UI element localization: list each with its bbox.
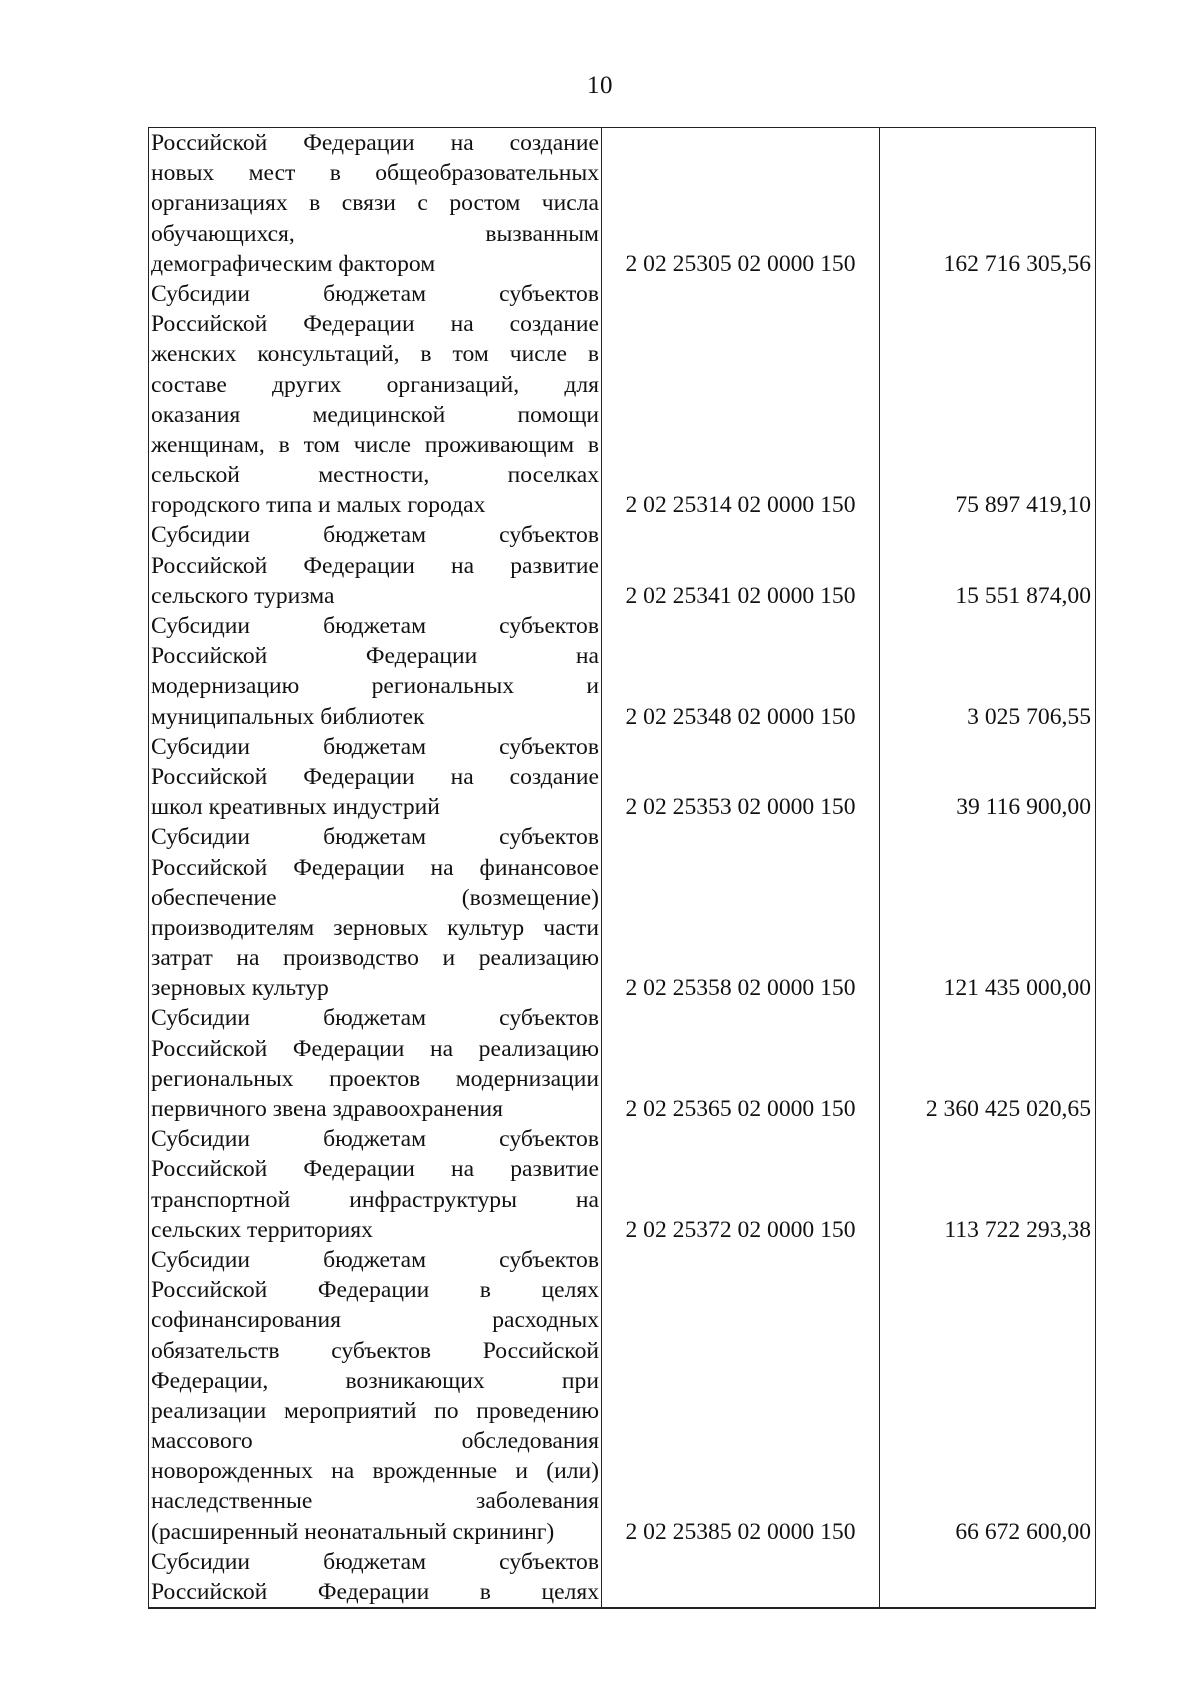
table-body xyxy=(149,128,1096,1609)
description-line: Субсидии бюджетам субъектов xyxy=(151,733,599,760)
description-line: Российской Федерации в целях xyxy=(151,1579,599,1605)
row-description xyxy=(149,1245,602,1547)
budget-classification-code: 2 02 25353 02 0000 150 xyxy=(602,732,880,823)
description-line: транспортной инфраструктуры на xyxy=(151,1186,599,1213)
description-line: региональных проектов модернизации xyxy=(151,1065,599,1092)
description-line: Субсидии бюджетам субъектов xyxy=(151,1548,599,1575)
budget-classification-code: 2 02 25314 02 0000 150 xyxy=(602,279,880,521)
description-line: обучающихся, вызванным xyxy=(151,220,599,247)
description-line: женских консультаций, в том числе в xyxy=(151,341,599,368)
description-line: Российской Федерации на финансовое xyxy=(151,854,599,881)
row-description xyxy=(149,1124,602,1245)
table-row xyxy=(149,611,1096,732)
description-line: Субсидии бюджетам субъектов xyxy=(151,613,599,639)
page-number: 10 xyxy=(587,72,613,99)
budget-classification-code: 2 02 25358 02 0000 150 xyxy=(602,822,880,1003)
description-line: софинансирования расходных xyxy=(151,1307,599,1334)
budget-classification-code xyxy=(602,1547,880,1608)
description-line: женщинам, в том числе проживающим в xyxy=(151,431,599,458)
row-description xyxy=(149,732,602,823)
amount-rubles xyxy=(880,1547,1096,1608)
description-line: Субсидии бюджетам субъектов xyxy=(151,1126,599,1153)
description-line: Субсидии бюджетам субъектов xyxy=(151,280,599,307)
description-line: сельского туризма xyxy=(151,582,335,609)
row-description xyxy=(149,822,602,1003)
table-row xyxy=(149,128,1096,279)
budget-classification-code: 2 02 25305 02 0000 150 xyxy=(602,128,880,279)
budget-classification-code: 2 02 25365 02 0000 150 xyxy=(602,1003,880,1124)
description-line: муниципальных библиотек xyxy=(151,703,425,730)
amount-rubles: 39 116 900,00 xyxy=(880,732,1096,823)
description-line: демографическим фактором xyxy=(151,250,436,277)
description-line: организациях в связи с ростом числа xyxy=(151,190,599,217)
budget-classification-code: 2 02 25385 02 0000 150 xyxy=(602,1245,880,1547)
amount-rubles: 15 551 874,00 xyxy=(880,520,1096,611)
amount-rubles: 66 672 600,00 xyxy=(880,1245,1096,1547)
row-description xyxy=(149,611,602,732)
budget-classification-code: 2 02 25341 02 0000 150 xyxy=(602,520,880,611)
description-line: массового обследования xyxy=(151,1428,599,1455)
amount-rubles: 121 435 000,00 xyxy=(880,822,1096,1003)
amount-rubles: 2 360 425 020,65 xyxy=(880,1003,1096,1124)
row-description xyxy=(149,520,602,611)
description-line: сельской местности, поселках xyxy=(151,462,599,489)
description-line: Российской Федерации на создание xyxy=(151,763,599,790)
description-line: наследственные заболевания xyxy=(151,1488,599,1515)
description-line: Российской Федерации на создание xyxy=(151,130,599,156)
description-line: Российской Федерации на xyxy=(151,643,599,670)
description-line: зерновых культур xyxy=(151,975,329,1002)
table-row xyxy=(149,1124,1096,1245)
description-line: новорожденных на врожденные и (или) xyxy=(151,1458,599,1485)
budget-classification-code: 2 02 25348 02 0000 150 xyxy=(602,611,880,732)
description-line: Федерации, возникающих при xyxy=(151,1367,599,1394)
table-row xyxy=(149,1003,1096,1124)
description-line: обязательств субъектов Российской xyxy=(151,1337,599,1364)
description-line: Субсидии бюджетам субъектов xyxy=(151,824,599,851)
description-line: реализации мероприятий по проведению xyxy=(151,1397,599,1424)
description-line: (расширенный неонатальный скрининг) xyxy=(151,1518,555,1545)
amount-rubles: 113 722 293,38 xyxy=(880,1124,1096,1245)
table-row xyxy=(149,1245,1096,1547)
description-line: Российской Федерации на создание xyxy=(151,311,599,338)
budget-classification-code: 2 02 25372 02 0000 150 xyxy=(602,1124,880,1245)
table-row xyxy=(149,822,1096,1003)
description-line: Субсидии бюджетам субъектов xyxy=(151,1005,599,1032)
description-line: Российской Федерации в целях xyxy=(151,1277,599,1304)
amount-rubles: 75 897 419,10 xyxy=(880,279,1096,521)
description-line: сельских территориях xyxy=(151,1216,373,1243)
row-description xyxy=(149,1003,602,1124)
row-description xyxy=(149,279,602,521)
description-line: модернизацию региональных и xyxy=(151,673,599,700)
amount-rubles: 162 716 305,56 xyxy=(880,128,1096,279)
description-line: Российской Федерации на развитие xyxy=(151,1156,599,1183)
description-line: городского типа и малых городах xyxy=(151,492,486,519)
row-description xyxy=(149,1547,602,1608)
description-line: обеспечение (возмещение) xyxy=(151,884,599,911)
row-description xyxy=(149,128,602,279)
description-line: составе других организаций, для xyxy=(151,371,599,398)
description-line: затрат на производство и реализацию xyxy=(151,945,599,972)
table-row xyxy=(149,279,1096,521)
budget-revenue-table xyxy=(148,127,1096,1609)
description-line: Российской Федерации на реализацию xyxy=(151,1035,599,1062)
description-line: первичного звена здравоохранения xyxy=(151,1096,503,1122)
table-row xyxy=(149,732,1096,823)
description-line: оказания медицинской помощи xyxy=(151,401,599,428)
description-line: школ креативных индустрий xyxy=(151,794,440,821)
description-line: Субсидии бюджетам субъектов xyxy=(151,1246,599,1273)
description-line: Субсидии бюджетам субъектов xyxy=(151,522,599,549)
table-row xyxy=(149,1547,1096,1608)
table-row xyxy=(149,520,1096,611)
amount-rubles: 3 025 706,55 xyxy=(880,611,1096,732)
description-line: производителям зерновых культур части xyxy=(151,914,599,941)
description-line: Российской Федерации на развитие xyxy=(151,552,599,579)
description-line: новых мест в общеобразовательных xyxy=(151,160,599,187)
